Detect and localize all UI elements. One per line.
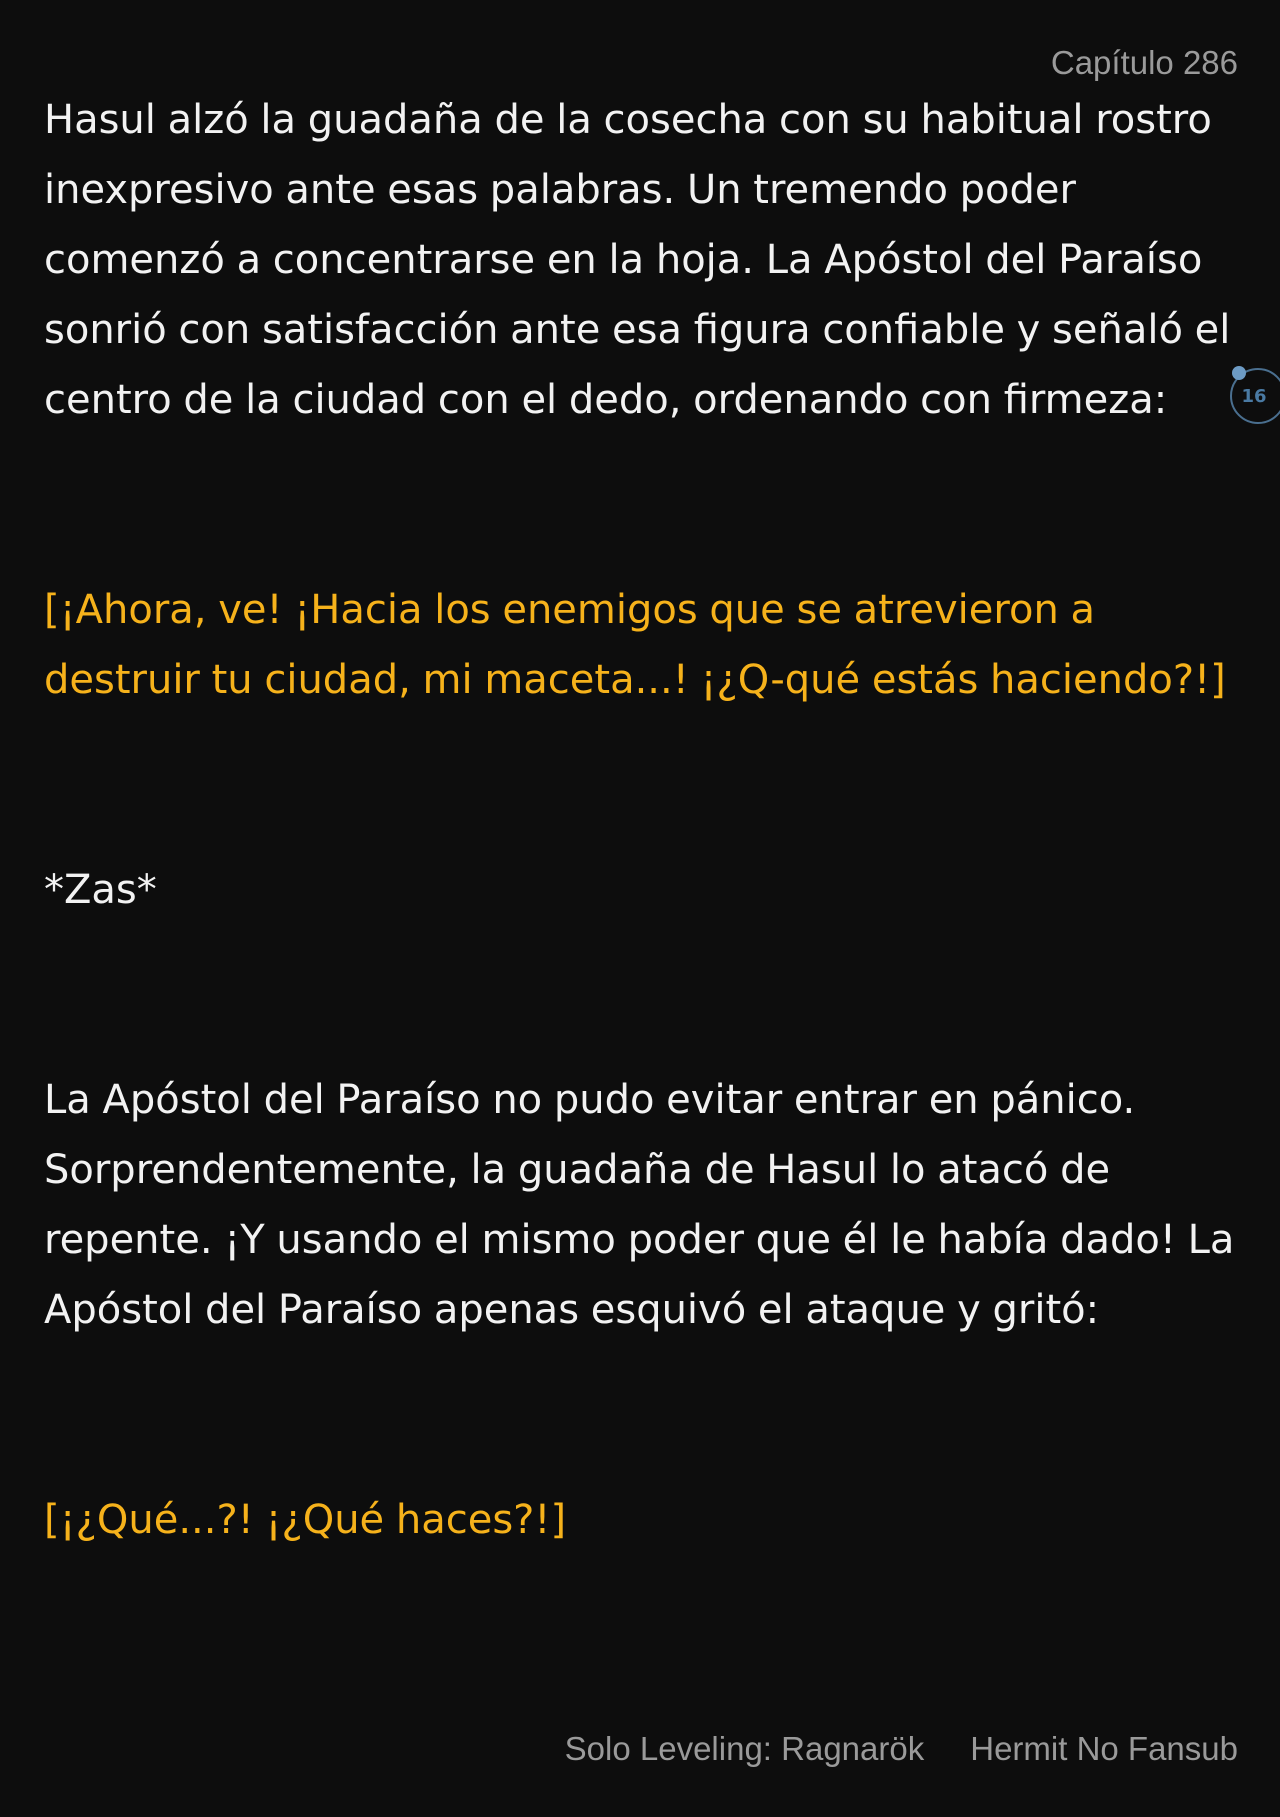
badge-dot-icon xyxy=(1232,366,1246,380)
paragraph-dialogue: [¡¿Qué...?! ¡¿Qué haces?!] xyxy=(44,1497,567,1543)
paragraph-narration: La Apóstol del Paraíso no pudo evitar entrar en pánico. Sorprendentemente, la guadaña de Hasul lo atacó de repente. ¡Y usando el mismo poder que él le había dado! La Apóstol del Paraíso apenas esquivó el ataque y gritó: xyxy=(44,1077,1235,1333)
paragraph-spacer xyxy=(44,435,1240,575)
paragraph-narration: Hasul alzó la guadaña de la cosecha con su habitual rostro inexpresivo ante esas palabras. Un tremendo poder comenzó a concentrarse en la hoja. La Apóstol del Paraíso sonrió con satisfacción ante esa figura confiable y señaló el centro de la ciudad con el dedo, ordenando con firmeza: xyxy=(44,97,1231,423)
comment-count: 16 xyxy=(1241,385,1267,407)
translator-group: Hermit No Fansub xyxy=(970,1730,1238,1767)
paragraph-sound-effect: *Zas* xyxy=(44,867,157,913)
paragraph-spacer xyxy=(44,1345,1240,1485)
chapter-title: Capítulo 286 xyxy=(1050,44,1238,81)
page-footer xyxy=(565,1730,1238,1768)
novel-title: Solo Leveling: Ragnarök xyxy=(564,1730,925,1767)
paragraph-spacer xyxy=(44,715,1240,855)
paragraph-dialogue: [¡Ahora, ve! ¡Hacia los enemigos que se atrevieron a destruir tu ciudad, mi maceta...! ¡¿Q-qué estás haciendo?!] xyxy=(44,587,1226,703)
reader-content xyxy=(44,85,1240,1555)
paragraph-spacer xyxy=(44,925,1240,1065)
